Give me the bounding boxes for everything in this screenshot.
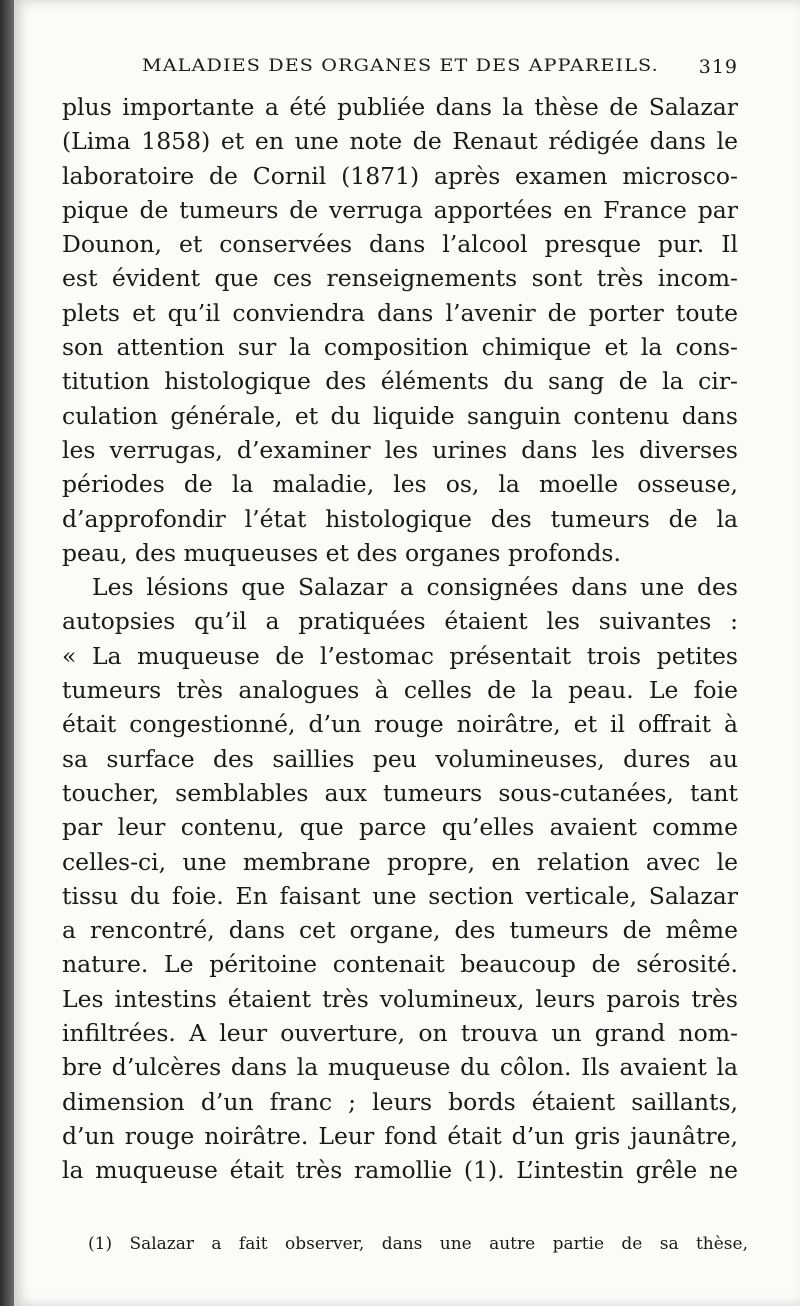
text-line: nature. Le péritoine contenait beaucoup de sérosité. [62,950,738,979]
text-line: celles-ci, une membrane propre, en relation avec le [62,847,738,876]
text-line: bre d’ulcères dans la muqueuse du côlon. Ils avaient la [62,1053,738,1082]
page-header [142,56,738,86]
text-line: Les lésions que Salazar a consignées dans une des [92,573,738,602]
text-line: par leur contenu, que parce qu’elles avaient comme [62,813,738,842]
text-line: la muqueuse était très ramollie (1). L’intestin grêle ne [62,1156,738,1185]
text-line: laboratoire de Cornil (1871) après examen microsco- [62,161,738,190]
text-line: toucher, semblables aux tumeurs sous-cutanées, tant [62,778,738,807]
text-line: est évident que ces renseignements sont très incom- [62,264,738,293]
text-line: peau, des muqueuses et des organes profonds. [62,538,621,567]
text-line: périodes de la maladie, les os, la moelle osseuse, [62,470,738,499]
text-line: plus importante a été publiée dans la thèse de Salazar [62,93,738,121]
text-line: titution histologique des éléments du sang de la cir- [62,367,738,396]
text-line: culation générale, et du liquide sanguin contenu dans [62,401,738,430]
text-line: pique de tumeurs de verruga apportées en France par [62,195,738,224]
text-line: (Lima 1858) et en une note de Renaut rédigée dans le [62,127,738,156]
paragraph-2 [62,570,738,1187]
book-gutter-shadow [0,0,14,1306]
footnote: (1) Salazar a fait observer, dans une autre partie de sa thèse, [88,1234,748,1254]
body-text [62,90,738,1188]
text-line: tissu du foie. En faisant une section verticale, Salazar [62,881,738,910]
page-number: 319 [698,56,738,78]
text-line: d’un rouge noirâtre. Leur fond était d’un gris jaunâtre, [62,1121,738,1150]
running-title: MALADIES DES ORGANES ET DES APPAREILS. [142,56,659,76]
text-line: Dounon, et conservées dans l’alcool presque pur. Il [62,230,738,259]
text-line: plets et qu’il conviendra dans l’avenir de porter toute [62,298,738,327]
text-line: sa surface des saillies peu volumineuses, dures au [62,744,738,773]
text-line: les verrugas, d’examiner les urines dans les diverses [62,435,738,464]
text-line: a rencontré, dans cet organe, des tumeurs de même [62,916,738,945]
text-line: Les intestins étaient très volumineux, leurs parois très [62,984,738,1013]
text-line: d’approfondir l’état histologique des tumeurs de la [62,504,738,533]
text-line: était congestionné, d’un rouge noirâtre, et il offrait à [62,710,738,739]
text-line: autopsies qu’il a pratiquées étaient les suivantes : [62,607,738,636]
text-line: infiltrées. A leur ouverture, on trouva un grand nom- [62,1019,738,1048]
text-line: « La muqueuse de l’estomac présentait trois petites [62,641,738,670]
text-line: tumeurs très analogues à celles de la peau. Le foie [62,676,738,705]
text-line: son attention sur la composition chimique et la cons- [62,333,738,362]
text-line: dimension d’un franc ; leurs bords étaient saillants, [62,1087,738,1116]
paragraph-1 [62,90,738,570]
